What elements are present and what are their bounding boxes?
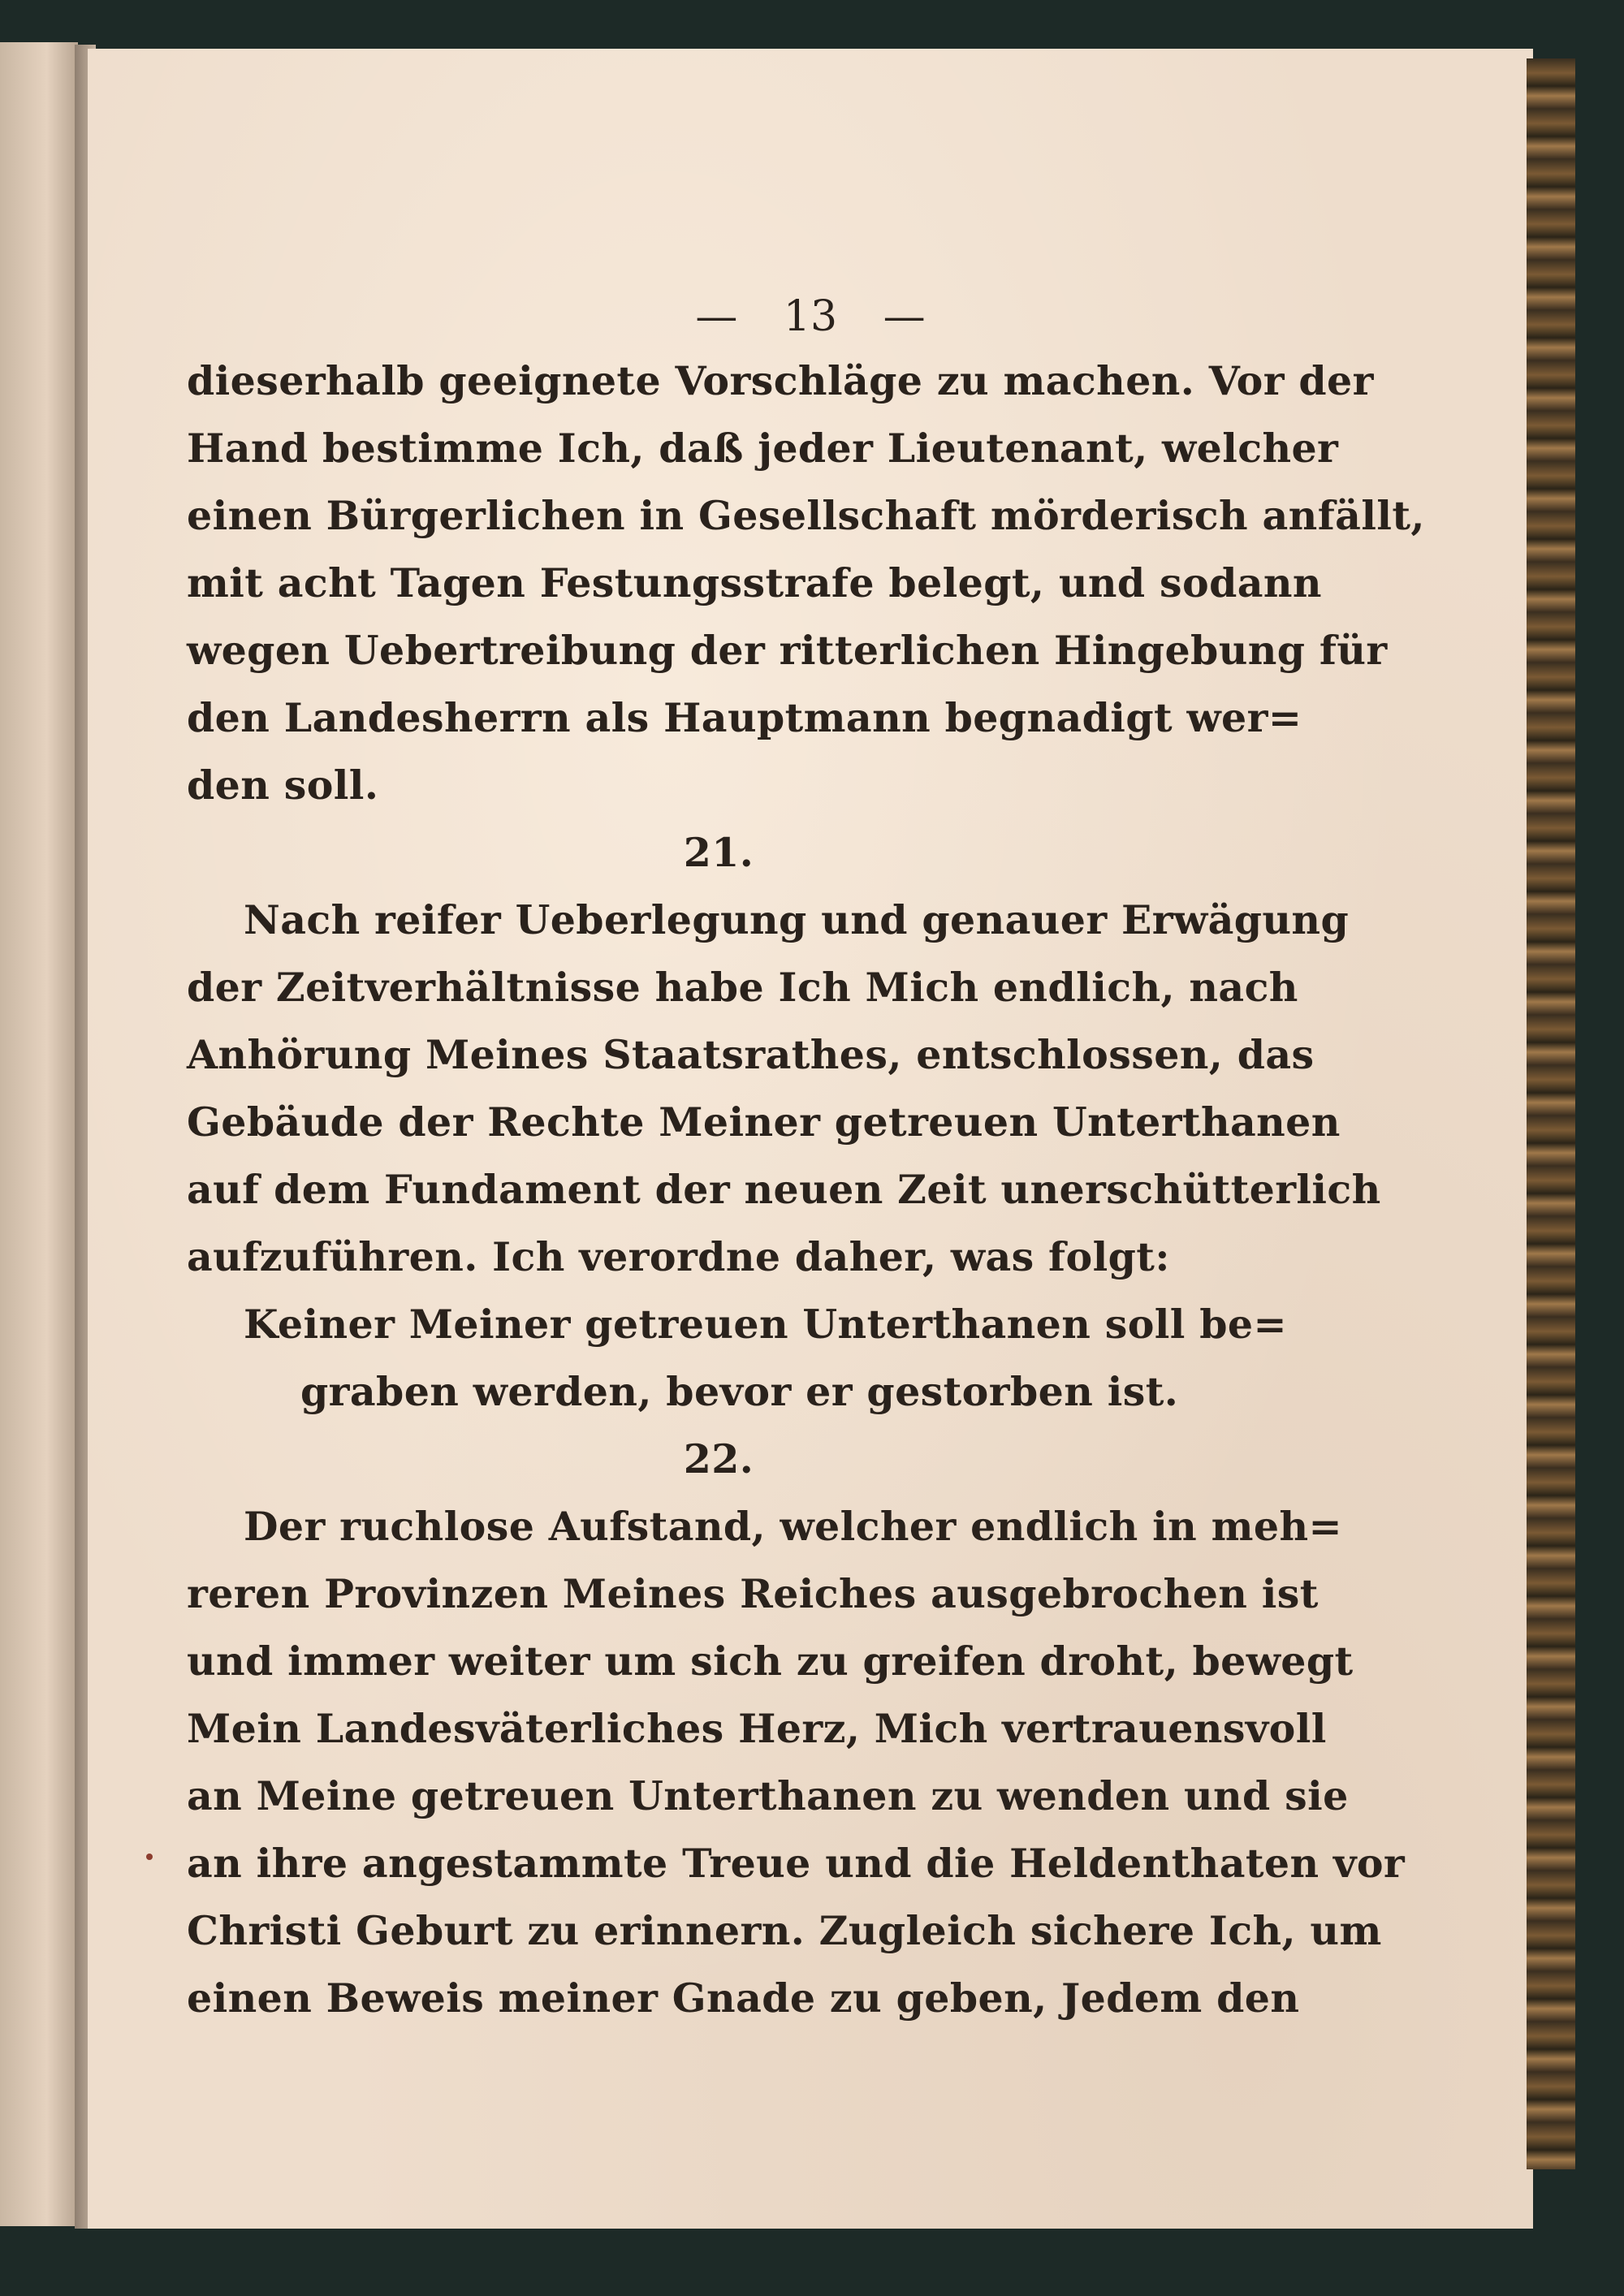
- text-line: und immer weiter um sich zu greifen droht, bewegt: [187, 1638, 1354, 1685]
- decree-line: Keiner Meiner getreuen Unterthanen soll be=: [244, 1301, 1287, 1348]
- section-heading-21: 21.: [683, 829, 754, 876]
- text-line: mit acht Tagen Festungsstrafe belegt, und sodann: [187, 559, 1322, 606]
- text-line: den soll.: [187, 762, 379, 809]
- text-line: der Zeitverhältnisse habe Ich Mich endlich, nach: [187, 964, 1298, 1011]
- ink-speck: [146, 1854, 153, 1860]
- text-line: dieserhalb geeignete Vorschläge zu machen. Vor der: [187, 357, 1374, 404]
- text-line: Der ruchlose Aufstand, welcher endlich in meh=: [244, 1503, 1342, 1550]
- page-body-text: [187, 347, 1425, 2032]
- text-line: Mein Landesväterliches Herz, Mich vertrauensvoll: [187, 1705, 1327, 1752]
- decree-line: graben werden, bevor er gestorben ist.: [300, 1368, 1179, 1415]
- text-line: den Landesherrn als Hauptmann begnadigt wer=: [187, 694, 1302, 741]
- section-heading-22: 22.: [683, 1435, 754, 1482]
- text-line: reren Provinzen Meines Reiches ausgebrochen ist: [187, 1570, 1319, 1617]
- text-line: an Meine getreuen Unterthanen zu wenden und sie: [187, 1772, 1349, 1819]
- text-line: einen Beweis meiner Gnade zu geben, Jedem den: [187, 1974, 1300, 2022]
- text-line: Christi Geburt zu erinnern. Zugleich sichere Ich, um: [187, 1907, 1382, 1954]
- text-line: auf dem Fundament der neuen Zeit unerschütterlich: [187, 1166, 1381, 1213]
- page-number: — 13 —: [695, 292, 926, 341]
- text-line: aufzuführen. Ich verordne daher, was folgt:: [187, 1233, 1170, 1280]
- marbled-page-edge: [1527, 58, 1575, 2169]
- text-line: wegen Uebertreibung der ritterlichen Hingebung für: [187, 627, 1388, 674]
- text-line: Nach reifer Ueberlegung und genauer Erwägung: [244, 896, 1350, 943]
- text-line: Gebäude der Rechte Meiner getreuen Unterthanen: [187, 1098, 1341, 1146]
- text-line: einen Bürgerlichen in Gesellschaft mörderisch anfällt,: [187, 492, 1425, 539]
- text-line: Hand bestimme Ich, daß jeder Lieutenant, welcher: [187, 425, 1339, 472]
- facing-page-edge: [0, 42, 78, 2226]
- text-line: an ihre angestammte Treue und die Heldenthaten vor: [187, 1840, 1406, 1887]
- text-line: Anhörung Meines Staatsrathes, entschlossen, das: [187, 1031, 1315, 1078]
